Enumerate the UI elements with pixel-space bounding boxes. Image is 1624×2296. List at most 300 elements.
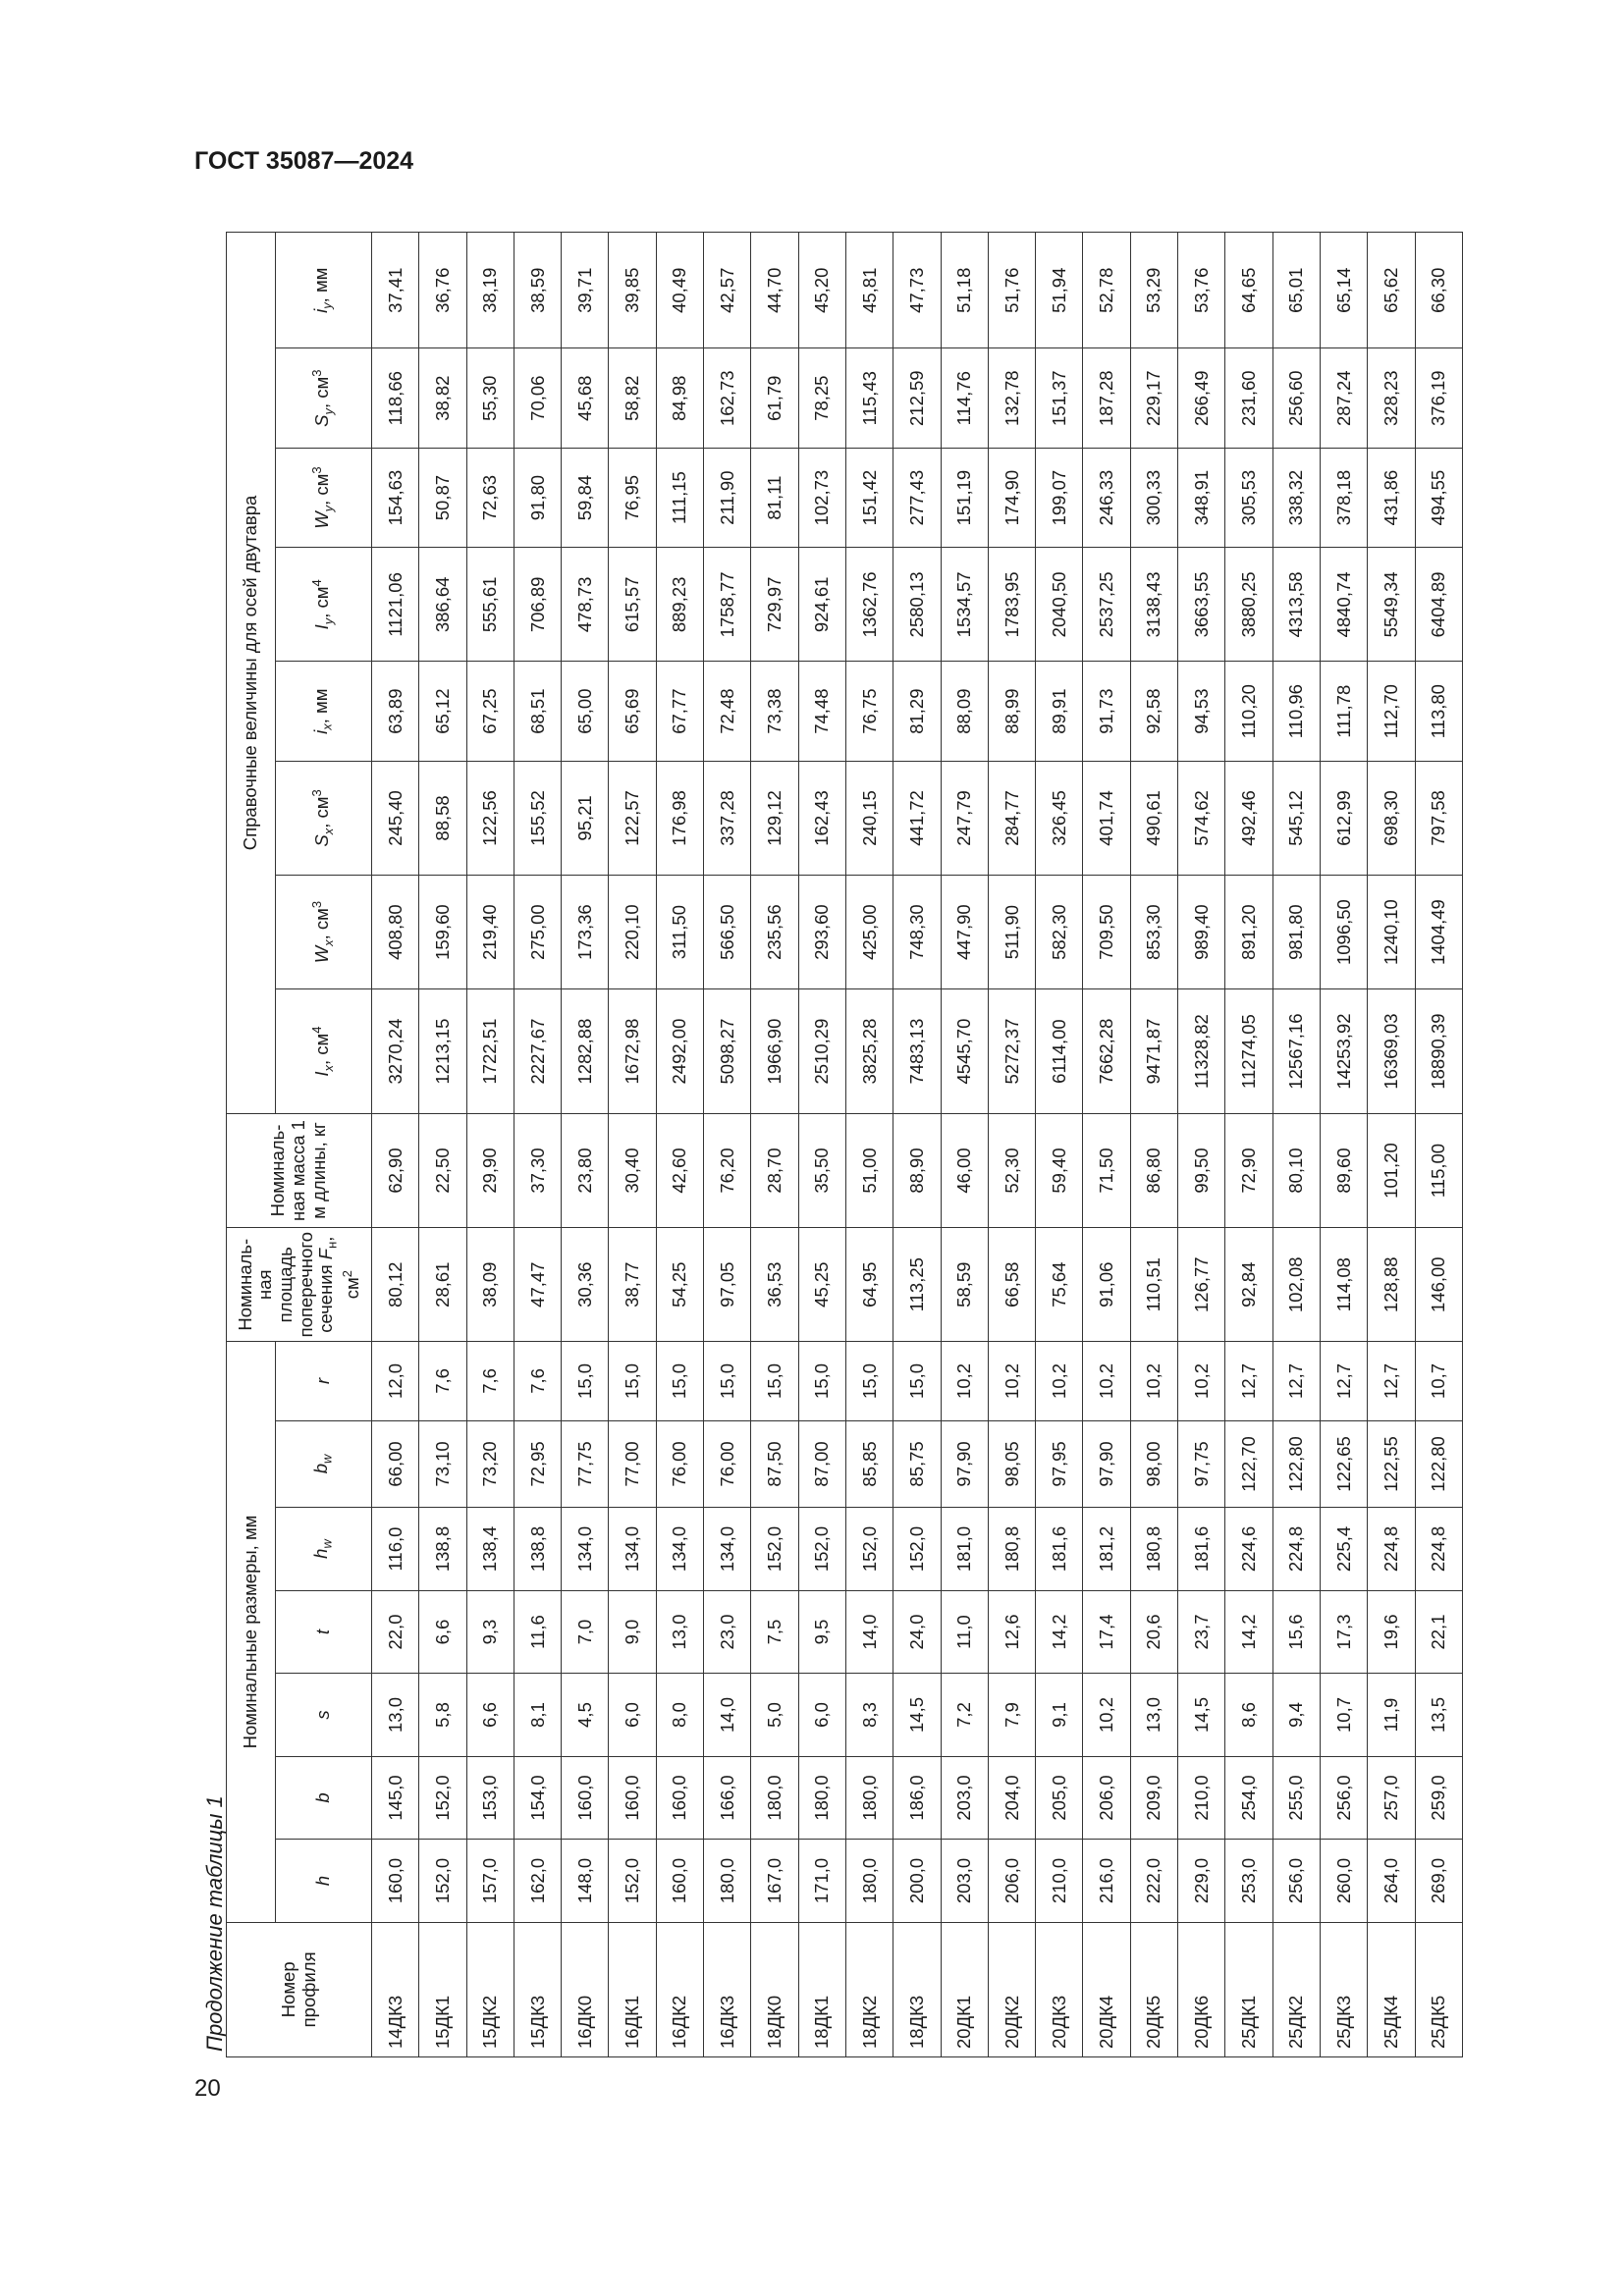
table-cell: 66,58 bbox=[988, 1228, 1035, 1342]
table-cell: 287,24 bbox=[1320, 348, 1367, 448]
table-cell: 490,61 bbox=[1130, 761, 1177, 875]
table-cell: 729,97 bbox=[751, 548, 798, 662]
table-cell: 28,61 bbox=[419, 1228, 466, 1342]
table-cell: 211,90 bbox=[704, 448, 751, 547]
table-cell: 160,0 bbox=[609, 1756, 656, 1839]
table-cell: 152,0 bbox=[609, 1840, 656, 1922]
table-cell: 134,0 bbox=[656, 1508, 703, 1590]
table-cell: 13,0 bbox=[1130, 1674, 1177, 1756]
header-dim-bw: $b_w$ bbox=[276, 1420, 372, 1508]
table-cell: 23,0 bbox=[704, 1590, 751, 1673]
table-cell: 15,0 bbox=[656, 1342, 703, 1420]
table-cell: 92,84 bbox=[1225, 1228, 1272, 1342]
table-cell: 126,77 bbox=[1178, 1228, 1225, 1342]
header-dim-s: s bbox=[276, 1674, 372, 1756]
table-cell: 47,73 bbox=[893, 233, 941, 349]
table-cell: 29,90 bbox=[466, 1113, 514, 1227]
table-cell: 134,0 bbox=[704, 1508, 751, 1590]
table-cell: 102,08 bbox=[1272, 1228, 1320, 1342]
table-cell: 3880,25 bbox=[1225, 548, 1272, 662]
profile-number-cell: 20ДК1 bbox=[941, 1922, 988, 2056]
table-cell: 247,79 bbox=[941, 761, 988, 875]
table-cell: 275,00 bbox=[514, 876, 561, 989]
table-row bbox=[1320, 233, 1367, 2057]
table-cell: 38,19 bbox=[466, 233, 514, 349]
table-cell: 14,5 bbox=[1178, 1674, 1225, 1756]
table-cell: 2537,25 bbox=[1083, 548, 1130, 662]
table-cell: 494,55 bbox=[1415, 448, 1462, 547]
table-row bbox=[941, 233, 988, 2057]
table-cell: 151,42 bbox=[845, 448, 893, 547]
header-dim-hw: $h_w$ bbox=[276, 1508, 372, 1590]
table-cell: 72,63 bbox=[466, 448, 514, 547]
table-cell: 5,0 bbox=[751, 1674, 798, 1756]
table-cell: 408,80 bbox=[372, 876, 419, 989]
table-cell: 7,6 bbox=[419, 1342, 466, 1420]
table-cell: 7,2 bbox=[941, 1674, 988, 1756]
table-cell: 122,80 bbox=[1272, 1420, 1320, 1508]
table-cell: 12,7 bbox=[1272, 1342, 1320, 1420]
table-cell: 113,80 bbox=[1415, 662, 1462, 761]
table-cell: 17,3 bbox=[1320, 1590, 1367, 1673]
table-cell: 97,90 bbox=[941, 1420, 988, 1508]
table-cell: 15,0 bbox=[798, 1342, 845, 1420]
table-cell: 59,40 bbox=[1036, 1113, 1083, 1227]
table-cell: 235,56 bbox=[751, 876, 798, 989]
table-cell: 14,2 bbox=[1036, 1590, 1083, 1673]
table-cell: 8,3 bbox=[845, 1674, 893, 1756]
table-cell: 122,56 bbox=[466, 761, 514, 875]
table-cell: 1213,15 bbox=[419, 989, 466, 1114]
table-cell: 129,12 bbox=[751, 761, 798, 875]
table-cell: 37,41 bbox=[372, 233, 419, 349]
table-cell: 2492,00 bbox=[656, 989, 703, 1114]
table-cell: 146,00 bbox=[1415, 1228, 1462, 1342]
table-cell: 97,95 bbox=[1036, 1420, 1083, 1508]
table-cell: 260,0 bbox=[1320, 1840, 1367, 1922]
table-cell: 3825,28 bbox=[845, 989, 893, 1114]
profile-number-cell: 20ДК3 bbox=[1036, 1922, 1083, 2056]
table-cell: 203,0 bbox=[941, 1840, 988, 1922]
header-ref-Ix: $I_x$, $см^4$ bbox=[276, 989, 372, 1114]
header-ref-Wy: $W_y$, $см^3$ bbox=[276, 448, 372, 547]
header-dimensions: Номинальные размеры, мм bbox=[227, 1342, 276, 1922]
table-cell: 122,70 bbox=[1225, 1420, 1272, 1508]
table-cell: 891,20 bbox=[1225, 876, 1272, 989]
table-cell: 111,78 bbox=[1320, 662, 1367, 761]
table-cell: 160,0 bbox=[562, 1756, 609, 1839]
table-cell: 154,63 bbox=[372, 448, 419, 547]
table-cell: 19,6 bbox=[1368, 1590, 1415, 1673]
table-cell: 253,0 bbox=[1225, 1840, 1272, 1922]
table-cell: 38,82 bbox=[419, 348, 466, 448]
table-cell: 47,47 bbox=[514, 1228, 561, 1342]
table-cell: 30,40 bbox=[609, 1113, 656, 1227]
table-cell: 122,80 bbox=[1415, 1420, 1462, 1508]
table-rotated-wrapper bbox=[226, 232, 1463, 2057]
table-cell: 4545,70 bbox=[941, 989, 988, 1114]
table-cell: 45,25 bbox=[798, 1228, 845, 1342]
table-row bbox=[1415, 233, 1462, 2057]
table-cell: 5098,27 bbox=[704, 989, 751, 1114]
table-cell: 65,12 bbox=[419, 662, 466, 761]
header-area: Номиналь-ная площадь поперечного сечения $F_н$, $см^2$ bbox=[227, 1228, 372, 1342]
table-cell: 54,25 bbox=[656, 1228, 703, 1342]
header-ref-iy: $i_y$, мм bbox=[276, 233, 372, 349]
table-cell: 1534,57 bbox=[941, 548, 988, 662]
header-reference-values: Справочные величины для осей двутавра bbox=[227, 233, 276, 1114]
table-cell: 23,80 bbox=[562, 1113, 609, 1227]
table-cell: 88,99 bbox=[988, 662, 1035, 761]
table-cell: 6404,89 bbox=[1415, 548, 1462, 662]
table-cell: 62,90 bbox=[372, 1113, 419, 1227]
table-cell: 11274,05 bbox=[1225, 989, 1272, 1114]
table-cell: 277,43 bbox=[893, 448, 941, 547]
table-cell: 3138,43 bbox=[1130, 548, 1177, 662]
table-cell: 64,65 bbox=[1225, 233, 1272, 349]
table-cell: 11,6 bbox=[514, 1590, 561, 1673]
table-cell: 222,0 bbox=[1130, 1840, 1177, 1922]
table-cell: 256,0 bbox=[1272, 1840, 1320, 1922]
table-cell: 224,8 bbox=[1368, 1508, 1415, 1590]
table-cell: 293,60 bbox=[798, 876, 845, 989]
table-cell: 80,10 bbox=[1272, 1113, 1320, 1227]
table-cell: 110,96 bbox=[1272, 662, 1320, 761]
table-cell: 59,84 bbox=[562, 448, 609, 547]
table-cell: 989,40 bbox=[1178, 876, 1225, 989]
table-cell: 10,2 bbox=[1178, 1342, 1225, 1420]
table-cell: 181,2 bbox=[1083, 1508, 1130, 1590]
table-cell: 7,5 bbox=[751, 1590, 798, 1673]
table-cell: 42,60 bbox=[656, 1113, 703, 1227]
table-row bbox=[1368, 233, 1415, 2057]
table-cell: 51,76 bbox=[988, 233, 1035, 349]
table-cell: 231,60 bbox=[1225, 348, 1272, 448]
document-header: ГОСТ 35087—2024 bbox=[194, 147, 414, 175]
table-cell: 545,12 bbox=[1272, 761, 1320, 875]
table-cell: 77,75 bbox=[562, 1420, 609, 1508]
table-cell: 58,82 bbox=[609, 348, 656, 448]
table-cell: 35,50 bbox=[798, 1113, 845, 1227]
table-row bbox=[1130, 233, 1177, 2057]
table-cell: 431,86 bbox=[1368, 448, 1415, 547]
table-cell: 89,60 bbox=[1320, 1113, 1367, 1227]
table-cell: 10,2 bbox=[988, 1342, 1035, 1420]
table-cell: 114,08 bbox=[1320, 1228, 1367, 1342]
table-cell: 386,64 bbox=[419, 548, 466, 662]
table-cell: 91,80 bbox=[514, 448, 561, 547]
table-cell: 582,30 bbox=[1036, 876, 1083, 989]
header-dim-h: h bbox=[276, 1840, 372, 1922]
table-cell: 12,6 bbox=[988, 1590, 1035, 1673]
table-cell: 180,8 bbox=[988, 1508, 1035, 1590]
table-cell: 39,71 bbox=[562, 233, 609, 349]
profile-number-cell: 25ДК1 bbox=[1225, 1922, 1272, 2056]
table-cell: 116,0 bbox=[372, 1508, 419, 1590]
table-cell: 15,0 bbox=[562, 1342, 609, 1420]
header-ref-ix: $i_x$, мм bbox=[276, 662, 372, 761]
table-cell: 1966,90 bbox=[751, 989, 798, 1114]
table-cell: 180,0 bbox=[798, 1756, 845, 1839]
table-cell: 115,00 bbox=[1415, 1113, 1462, 1227]
table-cell: 264,0 bbox=[1368, 1840, 1415, 1922]
table-cell: 206,0 bbox=[988, 1840, 1035, 1922]
table-cell: 11,9 bbox=[1368, 1674, 1415, 1756]
table-cell: 240,15 bbox=[845, 761, 893, 875]
profile-number-cell: 18ДК2 bbox=[845, 1922, 893, 2056]
table-cell: 97,90 bbox=[1083, 1420, 1130, 1508]
table-cell: 128,88 bbox=[1368, 1228, 1415, 1342]
table-cell: 337,28 bbox=[704, 761, 751, 875]
table-cell: 2580,13 bbox=[893, 548, 941, 662]
table-cell: 37,30 bbox=[514, 1113, 561, 1227]
table-cell: 328,23 bbox=[1368, 348, 1415, 448]
table-cell: 30,36 bbox=[562, 1228, 609, 1342]
table-cell: 72,90 bbox=[1225, 1113, 1272, 1227]
table-cell: 6,6 bbox=[466, 1674, 514, 1756]
table-cell: 9,5 bbox=[798, 1590, 845, 1673]
table-cell: 76,00 bbox=[656, 1420, 703, 1508]
table-cell: 68,51 bbox=[514, 662, 561, 761]
table-cell: 110,51 bbox=[1130, 1228, 1177, 1342]
table-cell: 65,62 bbox=[1368, 233, 1415, 349]
table-cell: 51,18 bbox=[941, 233, 988, 349]
table-cell: 246,33 bbox=[1083, 448, 1130, 547]
table-cell: 10,2 bbox=[941, 1342, 988, 1420]
table-cell: 86,80 bbox=[1130, 1113, 1177, 1227]
table-cell: 162,73 bbox=[704, 348, 751, 448]
profile-number-cell: 20ДК5 bbox=[1130, 1922, 1177, 2056]
table-cell: 10,2 bbox=[1083, 1674, 1130, 1756]
table-cell: 89,91 bbox=[1036, 662, 1083, 761]
table-cell: 300,33 bbox=[1130, 448, 1177, 547]
table-row bbox=[798, 233, 845, 2057]
table-cell: 36,76 bbox=[419, 233, 466, 349]
table-cell: 95,21 bbox=[562, 761, 609, 875]
profile-number-cell: 15ДК2 bbox=[466, 1922, 514, 2056]
table-cell: 16369,03 bbox=[1368, 989, 1415, 1114]
header-dim-t: t bbox=[276, 1590, 372, 1673]
table-cell: 1672,98 bbox=[609, 989, 656, 1114]
table-cell: 111,15 bbox=[656, 448, 703, 547]
table-cell: 52,78 bbox=[1083, 233, 1130, 349]
header-profile: Номер профиля bbox=[227, 1922, 372, 2056]
table-cell: 555,61 bbox=[466, 548, 514, 662]
table-cell: 58,59 bbox=[941, 1228, 988, 1342]
table-cell: 45,20 bbox=[798, 233, 845, 349]
profile-number-cell: 20ДК4 bbox=[1083, 1922, 1130, 2056]
table-cell: 114,76 bbox=[941, 348, 988, 448]
table-row bbox=[751, 233, 798, 2057]
table-cell: 13,0 bbox=[656, 1590, 703, 1673]
table-cell: 162,43 bbox=[798, 761, 845, 875]
table-cell: 122,65 bbox=[1320, 1420, 1367, 1508]
table-cell: 1362,76 bbox=[845, 548, 893, 662]
table-cell: 6,6 bbox=[419, 1590, 466, 1673]
table-cell: 78,25 bbox=[798, 348, 845, 448]
table-cell: 181,0 bbox=[941, 1508, 988, 1590]
table-cell: 6,0 bbox=[798, 1674, 845, 1756]
table-cell: 224,6 bbox=[1225, 1508, 1272, 1590]
table-row bbox=[704, 233, 751, 2057]
table-cell: 478,73 bbox=[562, 548, 609, 662]
table-cell: 87,00 bbox=[798, 1420, 845, 1508]
table-cell: 166,0 bbox=[704, 1756, 751, 1839]
profile-number-cell: 16ДК2 bbox=[656, 1922, 703, 2056]
table-cell: 53,76 bbox=[1178, 233, 1225, 349]
table-cell: 76,20 bbox=[704, 1113, 751, 1227]
table-cell: 14,0 bbox=[704, 1674, 751, 1756]
table-cell: 22,0 bbox=[372, 1590, 419, 1673]
header-ref-Sx: $S_x$, $см^3$ bbox=[276, 761, 372, 875]
table-cell: 112,70 bbox=[1368, 662, 1415, 761]
table-cell: 10,2 bbox=[1130, 1342, 1177, 1420]
table-cell: 81,11 bbox=[751, 448, 798, 547]
table-cell: 180,0 bbox=[751, 1756, 798, 1839]
table-cell: 45,68 bbox=[562, 348, 609, 448]
table-cell: 224,8 bbox=[1415, 1508, 1462, 1590]
table-cell: 38,77 bbox=[609, 1228, 656, 1342]
table-cell: 219,40 bbox=[466, 876, 514, 989]
page-number: 20 bbox=[194, 2075, 221, 2102]
header-ref-Sy: $S_y$, $см^3$ bbox=[276, 348, 372, 448]
table-cell: 748,30 bbox=[893, 876, 941, 989]
table-cell: 67,25 bbox=[466, 662, 514, 761]
table-cell: 245,40 bbox=[372, 761, 419, 875]
profile-number-cell: 16ДК1 bbox=[609, 1922, 656, 2056]
profile-number-cell: 25ДК4 bbox=[1368, 1922, 1415, 2056]
table-cell: 115,43 bbox=[845, 348, 893, 448]
table-cell: 180,0 bbox=[845, 1756, 893, 1839]
table-cell: 81,29 bbox=[893, 662, 941, 761]
table-cell: 152,0 bbox=[751, 1508, 798, 1590]
table-cell: 15,0 bbox=[704, 1342, 751, 1420]
table-cell: 162,0 bbox=[514, 1840, 561, 1922]
profile-number-cell: 16ДК0 bbox=[562, 1922, 609, 2056]
table-cell: 326,45 bbox=[1036, 761, 1083, 875]
table-cell: 378,18 bbox=[1320, 448, 1367, 547]
table-cell: 229,0 bbox=[1178, 1840, 1225, 1922]
table-row bbox=[1083, 233, 1130, 2057]
table-cell: 203,0 bbox=[941, 1756, 988, 1839]
table-cell: 924,61 bbox=[798, 548, 845, 662]
table-cell: 151,37 bbox=[1036, 348, 1083, 448]
table-cell: 1758,77 bbox=[704, 548, 751, 662]
table-cell: 9,3 bbox=[466, 1590, 514, 1673]
table-cell: 160,0 bbox=[656, 1756, 703, 1839]
profile-number-cell: 16ДК3 bbox=[704, 1922, 751, 2056]
table-cell: 66,30 bbox=[1415, 233, 1462, 349]
table-cell: 181,6 bbox=[1036, 1508, 1083, 1590]
table-cell: 220,10 bbox=[609, 876, 656, 989]
table-cell: 2227,67 bbox=[514, 989, 561, 1114]
table-cell: 87,50 bbox=[751, 1420, 798, 1508]
table-cell: 151,19 bbox=[941, 448, 988, 547]
table-cell: 6,0 bbox=[609, 1674, 656, 1756]
table-cell: 76,75 bbox=[845, 662, 893, 761]
table-cell: 266,49 bbox=[1178, 348, 1225, 448]
table-cell: 22,50 bbox=[419, 1113, 466, 1227]
table-cell: 10,7 bbox=[1415, 1342, 1462, 1420]
table-cell: 10,2 bbox=[1083, 1342, 1130, 1420]
table-cell: 134,0 bbox=[562, 1508, 609, 1590]
table-cell: 12,7 bbox=[1368, 1342, 1415, 1420]
table-cell: 10,2 bbox=[1036, 1342, 1083, 1420]
table-cell: 66,00 bbox=[372, 1420, 419, 1508]
table-row bbox=[1036, 233, 1083, 2057]
table-cell: 84,98 bbox=[656, 348, 703, 448]
table-cell: 199,07 bbox=[1036, 448, 1083, 547]
table-cell: 492,46 bbox=[1225, 761, 1272, 875]
table-cell: 85,75 bbox=[893, 1420, 941, 1508]
table-cell: 269,0 bbox=[1415, 1840, 1462, 1922]
table-cell: 76,95 bbox=[609, 448, 656, 547]
table-cell: 981,80 bbox=[1272, 876, 1320, 989]
table-cell: 73,38 bbox=[751, 662, 798, 761]
table-cell: 9,1 bbox=[1036, 1674, 1083, 1756]
table-cell: 284,77 bbox=[988, 761, 1035, 875]
header-ref-Iy: $I_y$, $см^4$ bbox=[276, 548, 372, 662]
table-cell: 11,0 bbox=[941, 1590, 988, 1673]
table-row bbox=[372, 233, 419, 2057]
table-cell: 256,60 bbox=[1272, 348, 1320, 448]
table-cell: 152,0 bbox=[893, 1508, 941, 1590]
profile-number-cell: 25ДК2 bbox=[1272, 1922, 1320, 2056]
table-cell: 206,0 bbox=[1083, 1756, 1130, 1839]
table-cell: 88,90 bbox=[893, 1113, 941, 1227]
table-cell: 157,0 bbox=[466, 1840, 514, 1922]
table-cell: 24,0 bbox=[893, 1590, 941, 1673]
table-cell: 113,25 bbox=[893, 1228, 941, 1342]
table-cell: 425,00 bbox=[845, 876, 893, 989]
table-cell: 9,0 bbox=[609, 1590, 656, 1673]
table-cell: 254,0 bbox=[1225, 1756, 1272, 1839]
table-cell: 4840,74 bbox=[1320, 548, 1367, 662]
table-cell: 1404,49 bbox=[1415, 876, 1462, 989]
table-cell: 42,57 bbox=[704, 233, 751, 349]
table-row bbox=[656, 233, 703, 2057]
table-cell: 154,0 bbox=[514, 1756, 561, 1839]
profile-number-cell: 14ДК3 bbox=[372, 1922, 419, 2056]
table-cell: 94,53 bbox=[1178, 662, 1225, 761]
table-cell: 12567,16 bbox=[1272, 989, 1320, 1114]
table-cell: 7483,13 bbox=[893, 989, 941, 1114]
table-cell: 256,0 bbox=[1320, 1756, 1367, 1839]
table-cell: 134,0 bbox=[609, 1508, 656, 1590]
table-cell: 180,0 bbox=[845, 1840, 893, 1922]
table-cell: 38,59 bbox=[514, 233, 561, 349]
table-cell: 612,99 bbox=[1320, 761, 1367, 875]
table-cell: 148,0 bbox=[562, 1840, 609, 1922]
table-cell: 152,0 bbox=[419, 1840, 466, 1922]
table-cell: 110,20 bbox=[1225, 662, 1272, 761]
table-cell: 160,0 bbox=[372, 1840, 419, 1922]
table-cell: 14,0 bbox=[845, 1590, 893, 1673]
table-cell: 64,95 bbox=[845, 1228, 893, 1342]
table-cell: 52,30 bbox=[988, 1113, 1035, 1227]
table-cell: 138,4 bbox=[466, 1508, 514, 1590]
table-cell: 13,0 bbox=[372, 1674, 419, 1756]
table-cell: 210,0 bbox=[1036, 1840, 1083, 1922]
table-row bbox=[1225, 233, 1272, 2057]
table-cell: 4313,58 bbox=[1272, 548, 1320, 662]
table-cell: 15,0 bbox=[609, 1342, 656, 1420]
table-cell: 9,4 bbox=[1272, 1674, 1320, 1756]
table-cell: 181,6 bbox=[1178, 1508, 1225, 1590]
table-row bbox=[514, 233, 561, 2057]
table-row bbox=[609, 233, 656, 2057]
table-row bbox=[845, 233, 893, 2057]
